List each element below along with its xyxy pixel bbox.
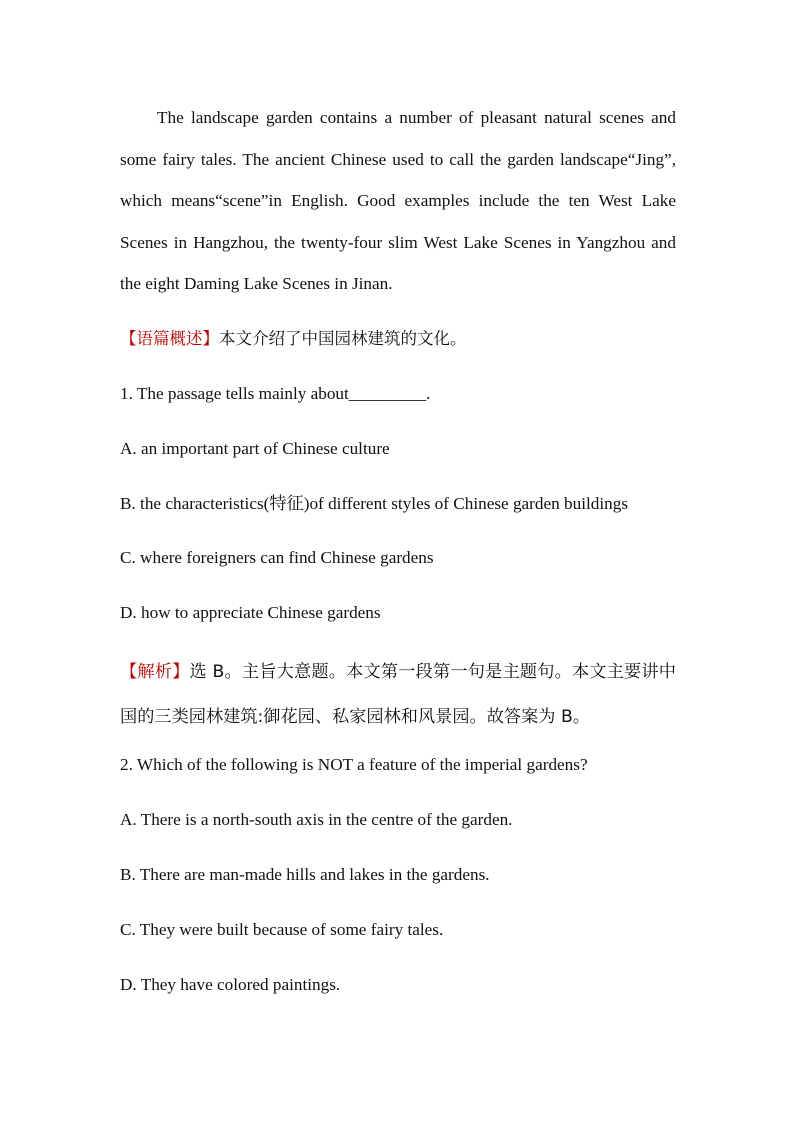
- q2-option-c: C. They were built because of some fairy tales.: [120, 920, 444, 939]
- q1-analysis: [120, 650, 676, 740]
- q1-option-b: B. the characteristics(特征)of different styles of Chinese garden buildings: [120, 494, 629, 513]
- q2-option-d: D. They have colored paintings.: [120, 975, 341, 994]
- summary-tag: 【语篇概述】: [120, 329, 219, 348]
- passage-paragraph: The landscape garden contains a number of pleasant natural scenes and some fairy tales. The ancient Chinese used to call the garden landscape“Jing”, which means“scene”in English. Good examples include the ten West Lake Scenes in Hangzhou, the twenty-four slim West Lake Scenes in Yangzhou and the eight Daming Lake Scenes in Jinan.: [120, 108, 676, 294]
- summary-line: [120, 327, 700, 351]
- summary-text: 本文介绍了中国园林建筑的文化。: [219, 329, 467, 348]
- q1-question: 1. The passage tells mainly about_________.: [120, 384, 431, 403]
- q1-option-c: C. where foreigners can find Chinese gardens: [120, 548, 434, 567]
- q2-question: 2. Which of the following is NOT a feature of the imperial gardens?: [120, 755, 588, 774]
- q2-option-a: A. There is a north-south axis in the centre of the garden.: [120, 810, 513, 829]
- q2-option-b: B. There are man-made hills and lakes in the gardens.: [120, 865, 490, 884]
- q1-option-d: D. how to appreciate Chinese gardens: [120, 603, 381, 622]
- q1-option-a: A. an important part of Chinese culture: [120, 439, 390, 458]
- analysis-tag: 【解析】: [120, 662, 190, 682]
- analysis-text: 选 B。主旨大意题。本文第一段第一句是主题句。本文主要讲中国的三类园林建筑:御花园、私家园林和风景园。故答案为 B。: [120, 662, 676, 727]
